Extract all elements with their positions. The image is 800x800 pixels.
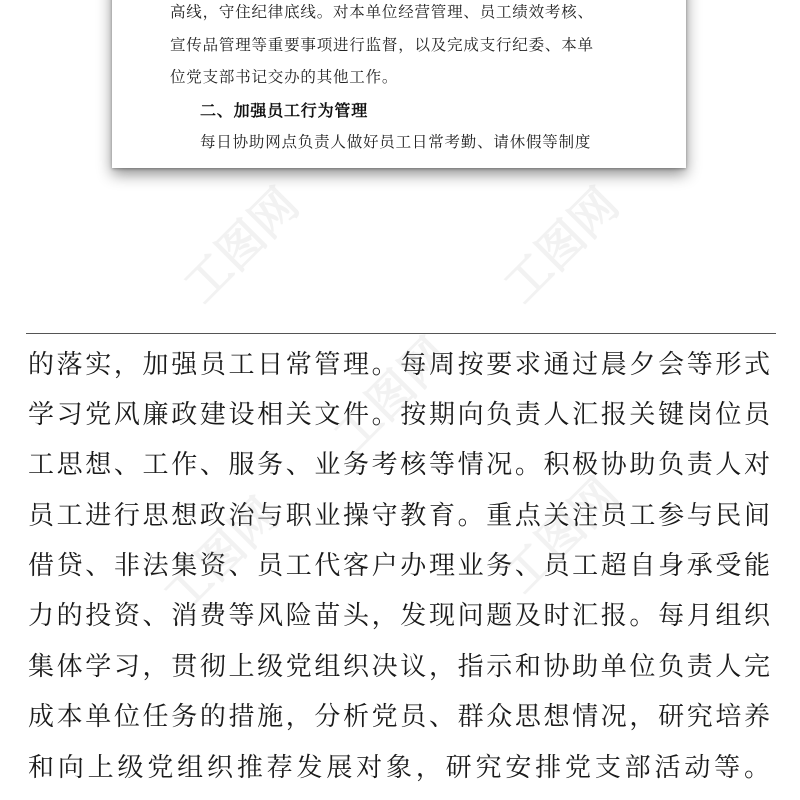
body-text-line: 的落实，加强员工日常管理。每周按要求通过晨夕会等形式 <box>28 350 772 380</box>
body-text-line: 力的投资、消费等风险苗头，发现问题及时汇报。每月组织 <box>28 601 772 631</box>
watermark: 工图网 <box>493 467 630 604</box>
card-text-line: 高线，守住纪律底线。对本单位经营管理、员工绩效考核、 <box>170 3 594 21</box>
body-text-line: 成本单位任务的措施，分析党员、群众思想情况，研究培养 <box>28 702 772 732</box>
watermark: 工图网 <box>173 177 310 314</box>
card-text-line: 位党支部书记交办的其他工作。 <box>170 68 399 86</box>
watermark: 工图网 <box>493 177 630 314</box>
body-text-line: 员工进行思想政治与职业操守教育。重点关注员工参与民间 <box>28 501 772 531</box>
body-text-line: 借贷、非法集资、员工代客户办理业务、员工超自身承受能 <box>28 551 772 581</box>
body-text-line: 学习党风廉政建设相关文件。按期向负责人汇报关键岗位员 <box>28 400 772 430</box>
watermark: 工图网 <box>153 487 290 624</box>
body-text-line: 和向上级党组织推荐发展对象，研究安排党支部活动等。 <box>28 753 772 783</box>
section-divider <box>26 333 776 334</box>
watermark: 工图网 <box>323 327 460 464</box>
document-page-preview <box>112 0 686 168</box>
card-text-line: 每日协助网点负责人做好员工日常考勤、请休假等制度 <box>200 133 592 151</box>
card-text-line: 宣传品管理等重要事项进行监督，以及完成支行纪委、本单 <box>170 36 594 54</box>
body-text-line: 集体学习，贯彻上级党组织决议，指示和协助单位负责人完 <box>28 652 772 682</box>
body-text-line: 工思想、工作、服务、业务考核等情况。积极协助负责人对 <box>28 450 772 480</box>
section-heading: 二、加强员工行为管理 <box>200 101 369 120</box>
